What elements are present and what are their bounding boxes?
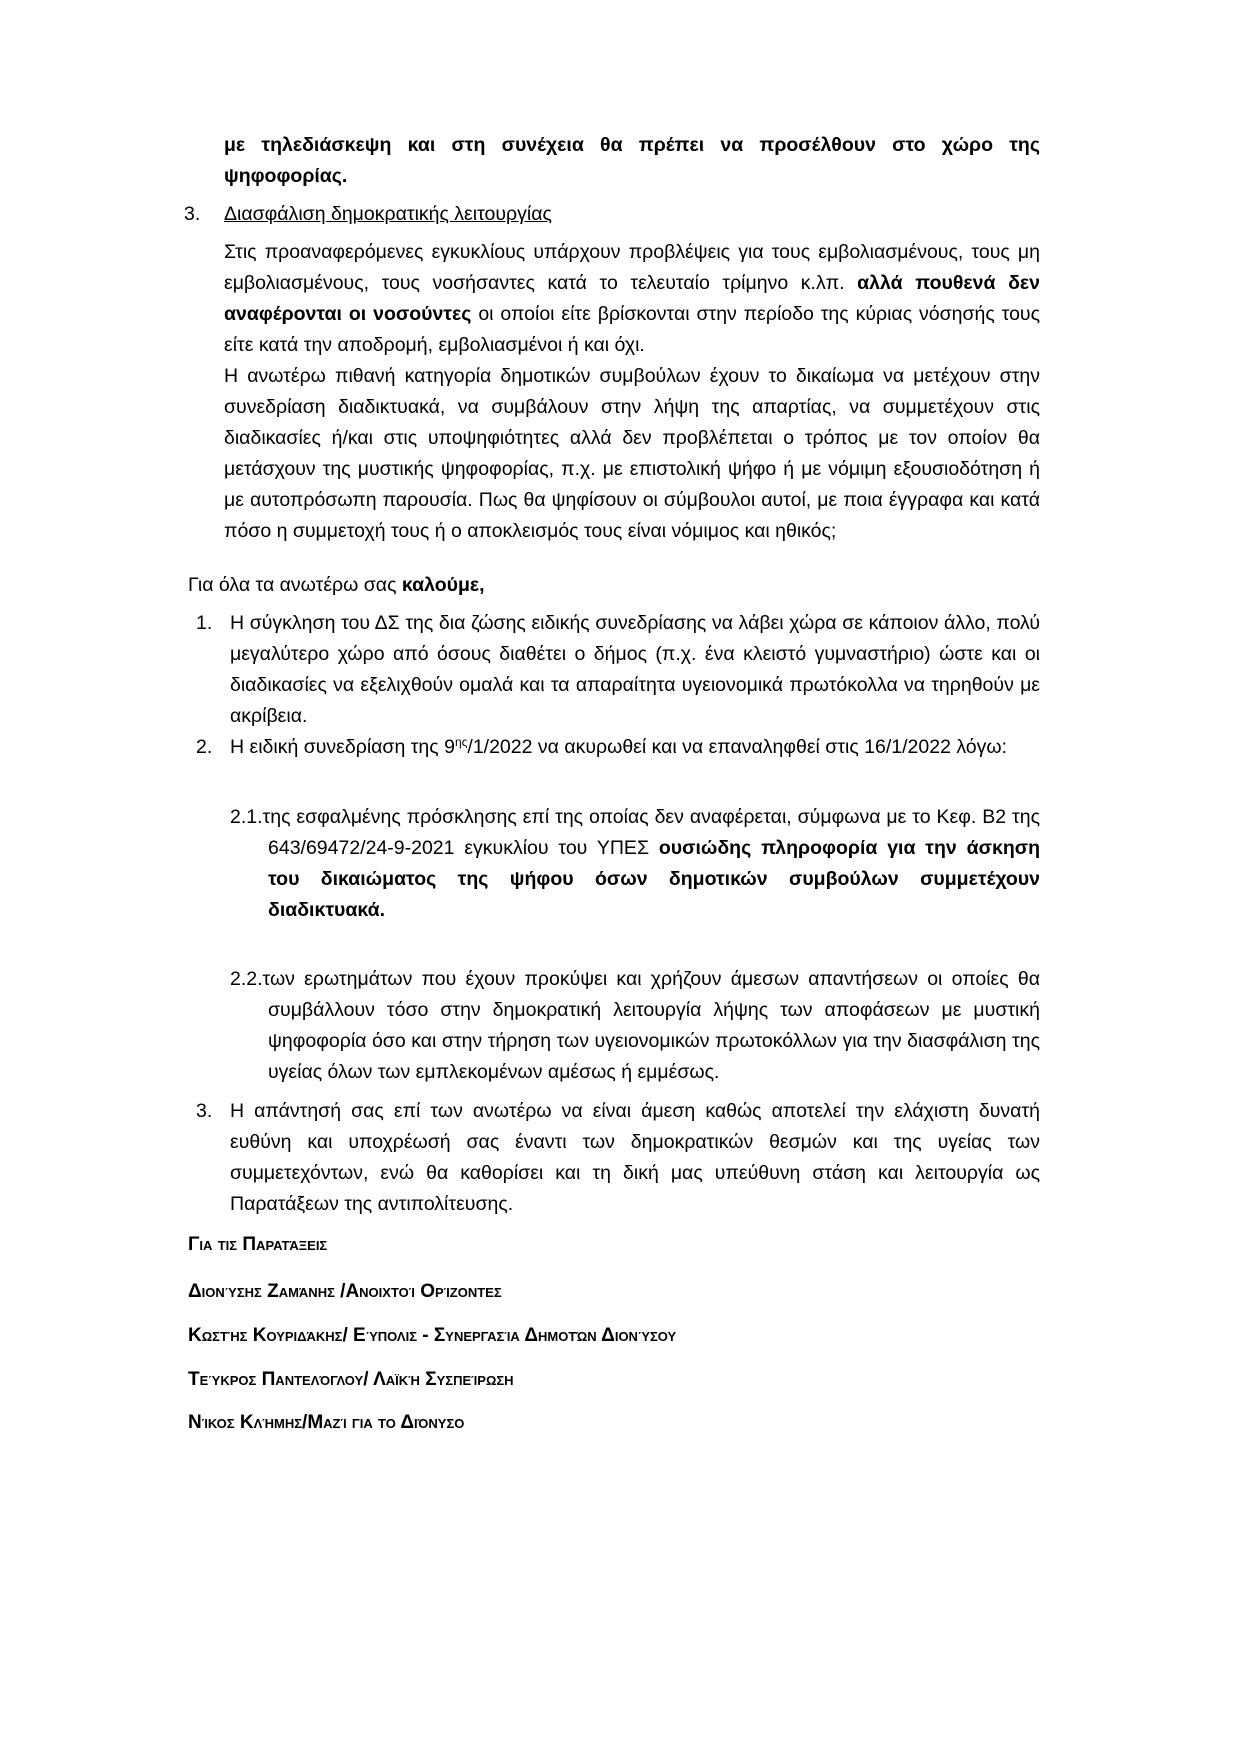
request-1-text: Η σύγκληση του ΔΣ της δια ζώσης ειδικής συνεδρίασης να λάβει χώρα σε κάποιον άλλο, πολύ μεγαλύτερο χώρο από όσους διαθέτει ο δήμος (π.χ. ένα κλειστό γυμναστήριο) ώστε και οι διαδικασίες να εξελιχθούν ομαλά και τα απαραίτητα υγειονομικά πρωτόκολλα να τηρηθούν με ακρίβεια. bbox=[230, 612, 1040, 727]
section-3-number: 3. bbox=[184, 203, 201, 225]
lead-continuation bbox=[224, 130, 1040, 192]
p1-text-b: οι οποίοι είτε βρίσκονται στην περίοδο της κύριας νόσησής τους είτε κατά την αποδρομή, εμβολιασμένοι ή και όχι. bbox=[224, 303, 1040, 356]
request-2-text-a: Η ειδική συνεδρίαση της 9 bbox=[230, 736, 455, 758]
request-2-2-text: 2.2.των ερωτημάτων που έχουν προκύψει και χρήζουν άμεσων απαντήσεων οι οποίες θα συμβάλλουν τόσο στην δημοκρατική λειτουργία λήψης των αποφάσεων με μυστική ψηφοφορία όσο και στην τήρηση των υγειονομικών πρωτοκόλλων για την διασφάλιση της υγείας όλων των εμπλεκομένων αμέσως ή εμμέσως. bbox=[230, 968, 1040, 1083]
request-2-2 bbox=[230, 964, 1040, 1088]
signature-2: Κωστής Κουριδάκης/ Εύπολις - Συνεργασία Δημοτών Διονύσου bbox=[188, 1325, 677, 1346]
request-2-1-text: 2.1.της εσφαλμένης πρόσκλησης επί της οποίας δεν αναφέρεται, σύμφωνα με το Κεφ. Β2 της 643/69472/24-9-2021 εγκυκλίου του ΥΠΕΣ bbox=[230, 806, 1040, 859]
p1-text-a: Στις προαναφερόμενες εγκυκλίους υπάρχουν προβλέψεις για τους εμβολιασμένους, τους μη εμβολιασμένους, τους νοσήσαντες κατά το τελευταίο τρίμηνο κ.λπ. bbox=[224, 241, 1040, 294]
section-3-paragraph-2 bbox=[224, 361, 1040, 547]
request-2-text-b: /1/2022 να ακυρωθεί και να επαναληφθεί στις 16/1/2022 λόγω: bbox=[467, 736, 1008, 758]
p2-text: Η ανωτέρω πιθανή κατηγορία δημοτικών συμβούλων έχουν το δικαίωμα να μετέχουν στην συνεδρίαση διαδικτυακά, να συμβάλουν στην λήψη της απαρτίας, να συμμετέχουν στις διαδικασίες ή/και στις υποψηφιότητες αλλά δεν προβλέπεται ο τρόπος με τον οποίον θα μετάσχουν της μυστικής ψηφοφορίας, π.χ. με επιστολική ψήφο ή με νόμιμη εξουσιοδότηση ή με αυτοπρόσωπη παρουσία. Πως θα ψηφίσουν οι σύμβουλοι αυτοί, με ποια έγγραφα και κατά πόσο η συμμετοχή τους ή ο αποκλεισμός τους είναι νόμιμος και ηθικός; bbox=[224, 365, 1040, 542]
request-2-superscript: ης bbox=[454, 735, 468, 749]
p1-text-bold: αλλά πουθενά δεν αναφέρονται οι νοσούντες bbox=[224, 272, 1040, 325]
section-3-heading-text: Διασφάλιση δημοκρατικής λειτουργίας bbox=[224, 203, 552, 225]
request-2-1 bbox=[230, 802, 1040, 926]
request-2-1-bold: ουσιώδης πληροφορία για την άσκηση του δικαιώματος της ψήφου όσων δημοτικών συμβούλων συμμετέχουν διαδικτυακά. bbox=[268, 837, 1040, 921]
request-1 bbox=[230, 608, 1040, 732]
request-3-number: 3. bbox=[196, 1100, 213, 1122]
request-3-text: Η απάντησή σας επί των ανωτέρω να είναι άμεση καθώς αποτελεί την ελάχιστη δυνατή ευθύνη και υποχρέωσή σας έναντι των δημοκρατικών θεσμών και της υγείας των συμμετεχόντων, ενώ θα καθορίσει και τη δική μας υπεύθυνη στάση και λειτουργία ως Παρατάξεων της αντιπολίτευσης. bbox=[230, 1100, 1040, 1215]
request-3 bbox=[230, 1096, 1040, 1220]
request-2-number: 2. bbox=[196, 736, 213, 758]
signatures-header: Για τις Παρατάξεις bbox=[188, 1234, 328, 1255]
section-3-heading bbox=[224, 199, 1040, 230]
request-2 bbox=[230, 732, 1040, 763]
signature-3: Τεύκρος Παντελόγλου/ Λαϊκή Συσπείρωση bbox=[188, 1369, 514, 1390]
call-bold: καλούμε, bbox=[401, 574, 485, 596]
lead-text: με τηλεδιάσκεψη και στη συνέχεια θα πρέπει να προσέλθουν στο χώρο της ψηφοφορίας. bbox=[224, 134, 1040, 187]
call-text: Για όλα τα ανωτέρω σας bbox=[188, 574, 402, 596]
section-3-paragraph-1 bbox=[224, 237, 1040, 361]
call-line bbox=[188, 570, 1040, 601]
signature-4: Νίκος Κλήμης/Μαζί για το Διόνυσο bbox=[188, 1412, 465, 1433]
request-1-number: 1. bbox=[196, 612, 213, 634]
signature-1: Διονύσης Ζαμάνης /Ανοιχτοί Ορίζοντες bbox=[188, 1281, 502, 1302]
